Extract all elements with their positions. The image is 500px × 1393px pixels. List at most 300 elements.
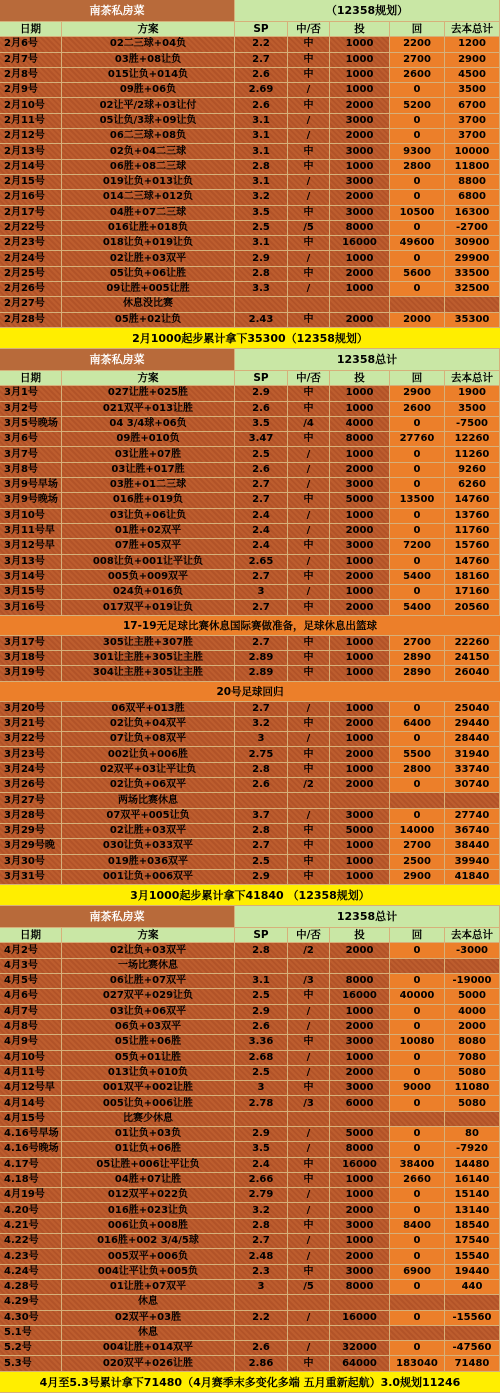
return-cell: 0 — [390, 447, 445, 462]
net-cell: 2000 — [445, 1020, 500, 1035]
net-cell: 1200 — [445, 37, 500, 52]
table-row — [0, 943, 500, 958]
date-cell: 3月21号 — [0, 717, 62, 732]
date-cell: 4月2号 — [0, 943, 62, 958]
hit-cell: 中 — [288, 570, 330, 585]
net-cell: 14480 — [445, 1158, 500, 1173]
hit-cell: / — [288, 1142, 330, 1157]
return-cell: 0 — [390, 1142, 445, 1157]
date-cell: 3月19号 — [0, 666, 62, 681]
return-cell: 2660 — [390, 1173, 445, 1188]
sp-cell: 2.7 — [235, 636, 288, 651]
plan-cell: 008让负+001让平让负 — [62, 555, 235, 570]
column-header-date: 日期 — [0, 22, 62, 37]
hit-cell: / — [288, 190, 330, 205]
return-cell: 0 — [390, 463, 445, 478]
net-cell: -7500 — [445, 417, 500, 432]
plan-cell: 04胜+07二三球 — [62, 206, 235, 221]
column-header-sp: SP — [235, 928, 288, 943]
sp-cell: 2.6 — [235, 463, 288, 478]
date-cell: 2月6号 — [0, 37, 62, 52]
plan-cell: 03让负+06让负 — [62, 509, 235, 524]
return-cell: 2700 — [390, 636, 445, 651]
date-cell: 3月13号 — [0, 555, 62, 570]
hit-cell: 中 — [288, 763, 330, 778]
table-row — [0, 37, 500, 52]
hit-cell: / — [288, 585, 330, 600]
return-cell: 0 — [390, 1311, 445, 1326]
month-summary-note: 3月1000起步累计拿下41840 （12358规划） — [0, 885, 500, 906]
sp-cell: 3.7 — [235, 809, 288, 824]
return-cell — [390, 1295, 445, 1310]
sp-cell: 2.5 — [235, 221, 288, 236]
stake-cell: 16000 — [330, 236, 390, 251]
stake-cell: 3000 — [330, 1219, 390, 1234]
stake-cell: 1000 — [330, 1173, 390, 1188]
return-cell: 9300 — [390, 144, 445, 159]
hit-cell: / — [288, 129, 330, 144]
stake-cell: 8000 — [330, 1280, 390, 1295]
plan-cell: 两场比赛休息 — [62, 793, 235, 808]
date-cell: 4月10号 — [0, 1051, 62, 1066]
table-row — [0, 282, 500, 297]
table-row — [0, 1127, 500, 1142]
stake-cell: 4000 — [330, 417, 390, 432]
hit-cell — [288, 959, 330, 974]
hit-cell: 中 — [288, 206, 330, 221]
date-cell: 2月16号 — [0, 190, 62, 205]
hit-cell: 中 — [288, 855, 330, 870]
net-cell: 31940 — [445, 747, 500, 762]
net-cell: 3700 — [445, 129, 500, 144]
return-cell: 0 — [390, 1005, 445, 1020]
sp-cell: 2.6 — [235, 1020, 288, 1035]
sp-cell: 2.5 — [235, 855, 288, 870]
stake-cell: 3000 — [330, 1265, 390, 1280]
stake-cell: 8000 — [330, 1142, 390, 1157]
hit-cell — [288, 1326, 330, 1341]
return-cell: 5500 — [390, 747, 445, 762]
sp-cell: 2.7 — [235, 839, 288, 854]
date-cell: 3月28号 — [0, 809, 62, 824]
sp-cell: 2.8 — [235, 160, 288, 175]
table-row — [0, 585, 500, 600]
hit-cell: 中 — [288, 539, 330, 554]
stake-cell: 2000 — [330, 1249, 390, 1264]
return-cell: 0 — [390, 1051, 445, 1066]
table-row — [0, 1219, 500, 1234]
stake-cell: 6000 — [330, 1096, 390, 1111]
stake-cell: 2000 — [330, 1020, 390, 1035]
net-cell: 22260 — [445, 636, 500, 651]
hit-cell — [288, 793, 330, 808]
sp-cell: 2.9 — [235, 251, 288, 266]
column-header-row — [0, 22, 500, 37]
sp-cell: 2.3 — [235, 1265, 288, 1280]
date-cell: 4月11号 — [0, 1066, 62, 1081]
sp-cell: 2.6 — [235, 1341, 288, 1356]
stake-cell: 3000 — [330, 175, 390, 190]
hit-cell: / — [288, 555, 330, 570]
sp-cell — [235, 959, 288, 974]
return-cell — [390, 297, 445, 312]
stake-cell: 5000 — [330, 824, 390, 839]
date-cell: 4.16号早场 — [0, 1127, 62, 1142]
sp-cell — [235, 1295, 288, 1310]
sp-cell: 3.47 — [235, 432, 288, 447]
stake-cell — [330, 959, 390, 974]
plan-cell: 07胜+05双平 — [62, 539, 235, 554]
stake-cell — [330, 1295, 390, 1310]
table-row — [0, 432, 500, 447]
net-cell: 4000 — [445, 1005, 500, 1020]
date-cell: 4.21号 — [0, 1219, 62, 1234]
net-cell: 7080 — [445, 1051, 500, 1066]
date-cell: 2月8号 — [0, 68, 62, 83]
return-cell: 0 — [390, 190, 445, 205]
table-row — [0, 1234, 500, 1249]
net-cell: 20560 — [445, 600, 500, 615]
table-row — [0, 160, 500, 175]
sp-cell: 2.86 — [235, 1356, 288, 1371]
net-cell: 11760 — [445, 524, 500, 539]
table-row — [0, 651, 500, 666]
sp-cell: 2.79 — [235, 1188, 288, 1203]
sheet-title-cell: 南茶私房菜 — [0, 349, 235, 371]
hit-cell: 中 — [288, 37, 330, 52]
date-cell: 4月3号 — [0, 959, 62, 974]
net-cell: 32500 — [445, 282, 500, 297]
stake-cell: 1000 — [330, 1188, 390, 1203]
net-cell: 18160 — [445, 570, 500, 585]
sp-cell: 2.5 — [235, 989, 288, 1004]
return-cell: 49600 — [390, 236, 445, 251]
table-row — [0, 144, 500, 159]
date-cell: 3月7号 — [0, 447, 62, 462]
return-cell: 2600 — [390, 402, 445, 417]
date-cell: 2月9号 — [0, 83, 62, 98]
column-header-date: 日期 — [0, 928, 62, 943]
hit-cell: 中 — [288, 1219, 330, 1234]
table-row — [0, 129, 500, 144]
stake-cell: 1000 — [330, 37, 390, 52]
plan-cell: 019胜+036双平 — [62, 855, 235, 870]
net-cell — [445, 1295, 500, 1310]
date-cell: 3月5号晚场 — [0, 417, 62, 432]
hit-cell: / — [288, 732, 330, 747]
date-cell: 3月27号 — [0, 793, 62, 808]
plan-cell: 休息 — [62, 1295, 235, 1310]
return-cell: 2700 — [390, 839, 445, 854]
return-cell: 0 — [390, 1096, 445, 1111]
plan-cell: 03胜+08让负 — [62, 53, 235, 68]
date-cell: 2月7号 — [0, 53, 62, 68]
date-cell: 3月29号 — [0, 824, 62, 839]
hit-cell: /3 — [288, 974, 330, 989]
hit-cell: 中 — [288, 53, 330, 68]
stake-cell: 1000 — [330, 651, 390, 666]
date-cell: 3月9号晚场 — [0, 493, 62, 508]
sp-cell: 2.6 — [235, 68, 288, 83]
plan-cell: 012双平+022负 — [62, 1188, 235, 1203]
net-cell — [445, 959, 500, 974]
column-header-hit: 中/否 — [288, 371, 330, 386]
plan-cell: 020双平+026让胜 — [62, 1356, 235, 1371]
section-banner — [0, 349, 500, 371]
stake-cell: 3000 — [330, 809, 390, 824]
return-cell: 2500 — [390, 855, 445, 870]
stake-cell: 1000 — [330, 636, 390, 651]
return-cell: 14000 — [390, 824, 445, 839]
stake-cell: 3000 — [330, 1035, 390, 1050]
section-banner — [0, 0, 500, 22]
sp-cell: 2.8 — [235, 1219, 288, 1234]
return-cell: 0 — [390, 732, 445, 747]
date-cell: 4月5号 — [0, 974, 62, 989]
plan-cell: 027让胜+025胜 — [62, 386, 235, 401]
table-row — [0, 251, 500, 266]
sp-cell: 2.5 — [235, 1066, 288, 1081]
plan-cell: 03让负+06双平 — [62, 1005, 235, 1020]
return-cell: 0 — [390, 1127, 445, 1142]
return-cell: 10500 — [390, 206, 445, 221]
net-cell: 8800 — [445, 175, 500, 190]
sp-cell: 2.43 — [235, 313, 288, 328]
return-cell: 2800 — [390, 763, 445, 778]
table-row — [0, 555, 500, 570]
column-header-return: 回 — [390, 22, 445, 37]
net-cell: 14760 — [445, 493, 500, 508]
net-cell: 36740 — [445, 824, 500, 839]
table-row — [0, 1035, 500, 1050]
hit-cell: / — [288, 1341, 330, 1356]
stake-cell: 8000 — [330, 974, 390, 989]
hit-cell: 中 — [288, 160, 330, 175]
stake-cell: 2000 — [330, 717, 390, 732]
sp-cell: 3 — [235, 732, 288, 747]
net-cell — [445, 1112, 500, 1127]
stake-cell — [330, 297, 390, 312]
return-cell: 0 — [390, 809, 445, 824]
sheet-title-cell: 南茶私房菜 — [0, 0, 235, 22]
plan-cell: 017双平+019让负 — [62, 600, 235, 615]
hit-cell: 中 — [288, 1158, 330, 1173]
plan-cell: 01让负+06胜 — [62, 1142, 235, 1157]
table-row — [0, 1066, 500, 1081]
hit-cell: 中 — [288, 1081, 330, 1096]
net-cell: 28440 — [445, 732, 500, 747]
net-cell: 12260 — [445, 432, 500, 447]
hit-cell: 中 — [288, 68, 330, 83]
stake-cell: 1000 — [330, 251, 390, 266]
hit-cell: 中 — [288, 839, 330, 854]
net-cell: 35300 — [445, 313, 500, 328]
return-cell: 5400 — [390, 570, 445, 585]
plan-cell: 01胜+02双平 — [62, 524, 235, 539]
net-cell: 3500 — [445, 83, 500, 98]
table-row — [0, 1295, 500, 1310]
date-cell: 3月18号 — [0, 651, 62, 666]
stake-cell: 16000 — [330, 989, 390, 1004]
stake-cell: 1000 — [330, 702, 390, 717]
net-cell: 80 — [445, 1127, 500, 1142]
table-row — [0, 417, 500, 432]
plan-cell: 004让平让负+005负 — [62, 1265, 235, 1280]
table-row — [0, 809, 500, 824]
return-cell: 0 — [390, 175, 445, 190]
hit-cell: 中 — [288, 144, 330, 159]
plan-cell: 06胜+08二三球 — [62, 160, 235, 175]
stake-cell: 2000 — [330, 313, 390, 328]
sp-cell: 3.5 — [235, 417, 288, 432]
return-cell: 2900 — [390, 870, 445, 885]
net-cell: 39940 — [445, 855, 500, 870]
table-row — [0, 114, 500, 129]
return-cell: 2890 — [390, 666, 445, 681]
date-cell: 3月6号 — [0, 432, 62, 447]
date-cell: 4月14号 — [0, 1096, 62, 1111]
return-cell: 6900 — [390, 1265, 445, 1280]
net-cell: 33500 — [445, 267, 500, 282]
hit-cell: 中 — [288, 651, 330, 666]
hit-cell — [288, 297, 330, 312]
stake-cell: 1000 — [330, 555, 390, 570]
hit-cell: 中 — [288, 236, 330, 251]
plan-cell: 02双平+03胜 — [62, 1311, 235, 1326]
date-cell: 2月23号 — [0, 236, 62, 251]
plan-cell: 02负+04二三球 — [62, 144, 235, 159]
stake-cell: 1000 — [330, 732, 390, 747]
stake-cell: 64000 — [330, 1356, 390, 1371]
net-cell: 6800 — [445, 190, 500, 205]
hit-cell: / — [288, 509, 330, 524]
stake-cell: 1000 — [330, 160, 390, 175]
date-cell: 4月8号 — [0, 1020, 62, 1035]
hit-cell: 中 — [288, 636, 330, 651]
hit-cell: 中 — [288, 824, 330, 839]
stake-cell: 3000 — [330, 478, 390, 493]
column-header-hit: 中/否 — [288, 928, 330, 943]
table-row — [0, 478, 500, 493]
hit-cell: / — [288, 478, 330, 493]
month-summary-note: 2月1000起步累计拿下35300（12358规划） — [0, 328, 500, 349]
date-cell: 3月31号 — [0, 870, 62, 885]
sp-cell: 3.1 — [235, 175, 288, 190]
net-cell: 71480 — [445, 1356, 500, 1371]
return-cell: 0 — [390, 1066, 445, 1081]
return-cell: 0 — [390, 1341, 445, 1356]
table-row — [0, 1356, 500, 1371]
table-row — [0, 447, 500, 462]
return-cell: 2800 — [390, 160, 445, 175]
plan-cell: 015让负+014负 — [62, 68, 235, 83]
date-cell: 3月29号晚 — [0, 839, 62, 854]
date-cell: 3月26号 — [0, 778, 62, 793]
table-row — [0, 1112, 500, 1127]
net-cell: 41840 — [445, 870, 500, 885]
sp-cell: 2.7 — [235, 53, 288, 68]
plan-cell: 021双平+013让胜 — [62, 402, 235, 417]
stake-cell: 1000 — [330, 666, 390, 681]
return-cell: 0 — [390, 555, 445, 570]
net-cell: 3700 — [445, 114, 500, 129]
plan-cell: 07双平+005让负 — [62, 809, 235, 824]
sp-cell: 2.9 — [235, 1005, 288, 1020]
plan-cell: 05负+01让胜 — [62, 1051, 235, 1066]
column-header-date: 日期 — [0, 371, 62, 386]
plan-cell: 03让胜+017胜 — [62, 463, 235, 478]
date-cell: 3月20号 — [0, 702, 62, 717]
return-cell: 0 — [390, 221, 445, 236]
net-cell: 14760 — [445, 555, 500, 570]
plan-cell: 05让负+06让胜 — [62, 267, 235, 282]
plan-cell: 02双平+03让平让负 — [62, 763, 235, 778]
sp-cell: 3 — [235, 1280, 288, 1295]
plan-cell: 02让负+04双平 — [62, 717, 235, 732]
plan-cell: 005负+009双平 — [62, 570, 235, 585]
column-header-sp: SP — [235, 371, 288, 386]
return-cell: 0 — [390, 114, 445, 129]
table-row — [0, 83, 500, 98]
plan-cell: 016胜+002 3/4/5球 — [62, 1234, 235, 1249]
date-cell: 2月26号 — [0, 282, 62, 297]
date-cell: 3月12号早 — [0, 539, 62, 554]
date-cell: 3月17号 — [0, 636, 62, 651]
sp-cell: 3.1 — [235, 114, 288, 129]
plan-cell: 301让主胜+305让主胜 — [62, 651, 235, 666]
plan-cell: 05让胜+006让平让负 — [62, 1158, 235, 1173]
table-row — [0, 1249, 500, 1264]
sp-cell: 2.8 — [235, 763, 288, 778]
net-cell: 38440 — [445, 839, 500, 854]
return-cell: 2900 — [390, 386, 445, 401]
stake-cell: 2000 — [330, 98, 390, 113]
plan-cell: 02让负+06双平 — [62, 778, 235, 793]
table-row — [0, 1020, 500, 1035]
plan-cell: 001让负+006双平 — [62, 870, 235, 885]
table-row — [0, 297, 500, 312]
sp-cell: 2.8 — [235, 267, 288, 282]
return-cell: 5200 — [390, 98, 445, 113]
date-cell: 4.18号 — [0, 1173, 62, 1188]
date-cell: 4月19号 — [0, 1188, 62, 1203]
hit-cell: 中 — [288, 1173, 330, 1188]
plan-cell: 02让胜+03双平 — [62, 824, 235, 839]
stake-cell: 1000 — [330, 53, 390, 68]
date-cell: 4.23号 — [0, 1249, 62, 1264]
sp-cell: 2.7 — [235, 478, 288, 493]
date-cell: 2月22号 — [0, 221, 62, 236]
table-row — [0, 855, 500, 870]
net-cell: 11260 — [445, 447, 500, 462]
table-row — [0, 1173, 500, 1188]
hit-cell: 中 — [288, 98, 330, 113]
hit-cell: / — [288, 1188, 330, 1203]
stake-cell: 8000 — [330, 221, 390, 236]
table-row — [0, 402, 500, 417]
table-row — [0, 206, 500, 221]
date-cell: 2月28号 — [0, 313, 62, 328]
sp-cell: 2.6 — [235, 402, 288, 417]
return-cell — [390, 793, 445, 808]
stake-cell: 2000 — [330, 1066, 390, 1081]
stake-cell: 1000 — [330, 83, 390, 98]
net-cell: 30740 — [445, 778, 500, 793]
plan-cell: 03让胜+07胜 — [62, 447, 235, 462]
sp-cell: 2.5 — [235, 447, 288, 462]
stake-cell: 1000 — [330, 763, 390, 778]
hit-cell: / — [288, 1127, 330, 1142]
